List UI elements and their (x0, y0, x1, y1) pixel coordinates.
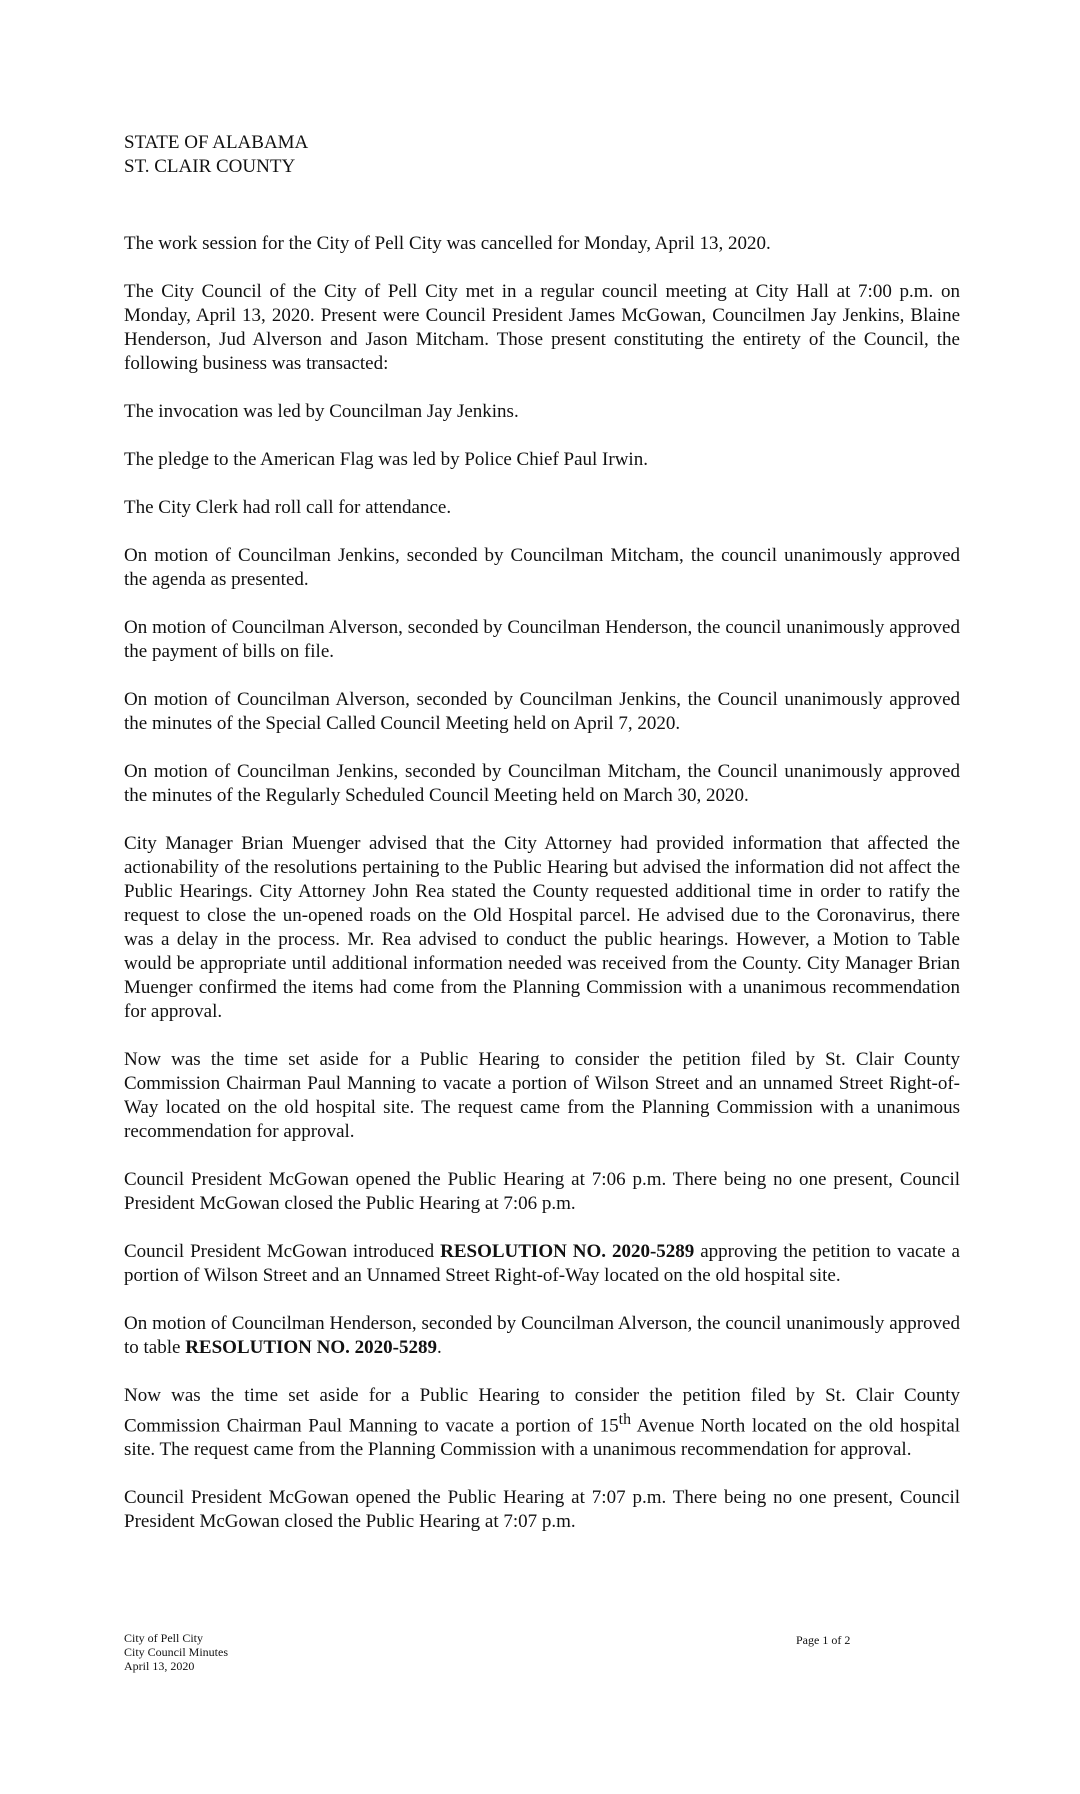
footer-city: City of Pell City (124, 1631, 204, 1645)
paragraph: Council President McGowan opened the Public Hearing at 7:06 p.m. There being no one present, Council President McGowan closed the Public Hearing at 7:06 p.m. (124, 1169, 960, 1214)
paragraph: City Manager Brian Muenger advised that the City Attorney had provided information that affected the actionability of the resolutions pertaining to the Public Hearing but advised the information did not affect the Public Hearings. City Attorney John Rea stated the County requested additional time in order to ratify the request to close the un-opened roads on the Old Hospital parcel. He advised due to the Coronavirus, there was a delay in the process. Mr. Rea advised to conduct the public hearings. However, a Motion to Table would be appropriate until additional information needed was received from the County. City Manager Brian Muenger confirmed the items had come from the Planning Commission with a unanimous recommendation for approval. (124, 833, 960, 1022)
paragraph-text: . (436, 1337, 442, 1358)
minutes-body (124, 232, 960, 1534)
paragraph-text: Council President McGowan introduced (124, 1241, 441, 1262)
paragraph-text: approving the petition to vacate a portion of Wilson Street and an Unnamed Street Right-of-Way located on the old hospital site. (124, 1241, 960, 1286)
paragraph: Council President McGowan opened the Public Hearing at 7:07 p.m. There being no one present, Council President McGowan closed the Public Hearing at 7:07 p.m. (124, 1487, 960, 1533)
paragraph: On motion of Councilman Jenkins, seconded by Councilman Mitcham, the council unanimously approved the agenda as presented. (124, 545, 960, 590)
resolution-number: RESOLUTION NO. 2020-5289 (185, 1337, 437, 1358)
document-header (124, 131, 308, 179)
paragraph: On motion of Councilman Alverson, seconded by Councilman Henderson, the council unanimously approved the payment of bills on file. (124, 617, 960, 662)
paragraph: The work session for the City of Pell City was cancelled for Monday, April 13, 2020. (124, 233, 771, 254)
paragraph: On motion of Councilman Alverson, seconded by Councilman Jenkins, the Council unanimously approved the minutes of the Special Called Council Meeting held on April 7, 2020. (124, 689, 960, 734)
paragraph-text: Avenue North located on the old hospital site. The request came from the Planning Commission with a unanimous recommendation for approval. (124, 1415, 960, 1461)
resolution-number: RESOLUTION NO. 2020-5289 (440, 1241, 695, 1262)
footer-title: City Council Minutes (124, 1645, 229, 1659)
paragraph: On motion of Councilman Jenkins, seconded by Councilman Mitcham, the Council unanimously approved the minutes of the Regularly Scheduled Council Meeting held on March 30, 2020. (124, 761, 960, 806)
ordinal-suffix: th (618, 1411, 631, 1428)
paragraph: The invocation was led by Councilman Jay Jenkins. (124, 401, 519, 422)
paragraph: The City Council of the City of Pell City met in a regular council meeting at City Hall at 7:00 p.m. on Monday, April 13, 2020. Present were Council President James McGowan, Councilmen Jay Jenkins, Blaine Henderson, Jud Alverson and Jason Mitcham. Those present constituting the entirety of the Council, the following business was transacted: (124, 281, 960, 374)
paragraph (124, 1312, 960, 1360)
paragraph (124, 1240, 960, 1288)
footer-date: April 13, 2020 (124, 1659, 195, 1673)
county-line: ST. CLAIR COUNTY (124, 156, 296, 177)
paragraph: The pledge to the American Flag was led by Police Chief Paul Irwin. (124, 449, 648, 470)
page-number: Page 1 of 2 (796, 1633, 851, 1647)
paragraph: The City Clerk had roll call for attendance. (124, 497, 452, 518)
paragraph: Now was the time set aside for a Public Hearing to consider the petition filed by St. Clair County Commission Chairman Paul Manning to vacate a portion of Wilson Street and an unnamed Street Right-of-Way located on the old hospital site. The request came from the Planning Commission with a unanimous recommendation for approval. (124, 1049, 960, 1142)
document-footer (124, 1631, 228, 1673)
paragraph-text: On motion of Councilman Henderson, seconded by Councilman Alverson, the council unanimously approved to table (124, 1313, 960, 1358)
paragraph-text: Now was the time set aside for a Public Hearing to consider the petition filed by St. Clair County Commission Chairman Paul Manning to vacate a portion of 15 (124, 1385, 960, 1437)
paragraph (124, 1384, 960, 1462)
state-line: STATE OF ALABAMA (124, 132, 309, 153)
